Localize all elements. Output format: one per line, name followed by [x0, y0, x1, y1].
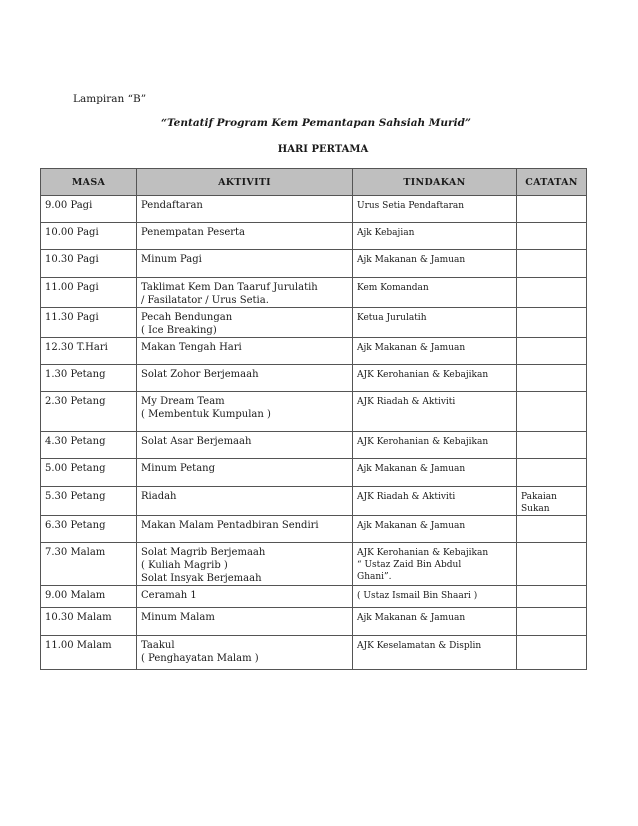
cell-tindakan: AJK Riadah & Aktiviti	[353, 392, 517, 432]
cell-catatan	[517, 196, 587, 223]
cell-catatan	[517, 365, 587, 392]
cell-aktiviti: Pecah Bendungan ( Ice Breaking)	[137, 308, 353, 338]
cell-masa: 10.30 Malam	[41, 608, 137, 636]
table-row	[41, 432, 587, 459]
appendix-label: Lampiran “B”	[73, 93, 147, 105]
cell-catatan: Pakaian Sukan	[517, 487, 587, 516]
table-row	[41, 338, 587, 365]
cell-tindakan: Urus Setia Pendaftaran	[353, 196, 517, 223]
table-row	[41, 543, 587, 586]
table-row	[41, 223, 587, 250]
table-row	[41, 516, 587, 543]
cell-masa: 5.30 Petang	[41, 487, 137, 516]
cell-masa: 2.30 Petang	[41, 392, 137, 432]
cell-catatan	[517, 223, 587, 250]
cell-catatan	[517, 459, 587, 487]
table-row	[41, 459, 587, 487]
cell-tindakan: Ajk Makanan & Jamuan	[353, 516, 517, 543]
table-row	[41, 308, 587, 338]
cell-masa: 11.00 Pagi	[41, 278, 137, 308]
day-heading-text: HARI PERTAMA	[277, 144, 369, 155]
cell-aktiviti: Riadah	[137, 487, 353, 516]
cell-catatan	[517, 308, 587, 338]
cell-tindakan: Kem Komandan	[353, 278, 517, 308]
cell-catatan	[517, 516, 587, 543]
cell-masa: 10.30 Pagi	[41, 250, 137, 278]
table-row	[41, 250, 587, 278]
cell-masa: 6.30 Petang	[41, 516, 137, 543]
cell-tindakan: AJK Kerohanian & Kebajikan “ Ustaz Zaid Bin Abdul Ghani”.	[353, 543, 517, 586]
cell-masa: 1.30 Petang	[41, 365, 137, 392]
cell-aktiviti: Taakul ( Penghayatan Malam )	[137, 636, 353, 670]
day-heading	[0, 144, 638, 155]
cell-masa: 9.00 Pagi	[41, 196, 137, 223]
header-masa: MASA	[41, 169, 137, 196]
table-row	[41, 196, 587, 223]
cell-catatan	[517, 636, 587, 670]
cell-masa: 5.00 Petang	[41, 459, 137, 487]
cell-catatan	[517, 432, 587, 459]
cell-aktiviti: Ceramah 1	[137, 586, 353, 608]
cell-aktiviti: Minum Pagi	[137, 250, 353, 278]
cell-aktiviti: Taklimat Kem Dan Taaruf Jurulatih / Fasilatator / Urus Setia.	[137, 278, 353, 308]
cell-tindakan: AJK Kerohanian & Kebajikan	[353, 432, 517, 459]
table-row	[41, 487, 587, 516]
table-header-row	[41, 169, 587, 196]
cell-masa: 7.30 Malam	[41, 543, 137, 586]
cell-catatan	[517, 250, 587, 278]
cell-aktiviti: Penempatan Peserta	[137, 223, 353, 250]
cell-catatan	[517, 543, 587, 586]
cell-tindakan: AJK Riadah & Aktiviti	[353, 487, 517, 516]
table-row	[41, 636, 587, 670]
cell-aktiviti: Minum Malam	[137, 608, 353, 636]
cell-aktiviti: Minum Petang	[137, 459, 353, 487]
cell-masa: 11.00 Malam	[41, 636, 137, 670]
cell-catatan	[517, 338, 587, 365]
cell-catatan	[517, 586, 587, 608]
header-aktiviti: AKTIVITI	[137, 169, 353, 196]
schedule-table	[40, 168, 587, 670]
table-row	[41, 392, 587, 432]
header-tindakan: TINDAKAN	[353, 169, 517, 196]
cell-masa: 10.00 Pagi	[41, 223, 137, 250]
cell-aktiviti: Solat Magrib Berjemaah ( Kuliah Magrib ) Solat Insyak Berjemaah	[137, 543, 353, 586]
document-title	[0, 117, 638, 129]
table-row	[41, 365, 587, 392]
cell-masa: 12.30 T.Hari	[41, 338, 137, 365]
cell-tindakan: Ajk Makanan & Jamuan	[353, 608, 517, 636]
cell-catatan	[517, 392, 587, 432]
table-row	[41, 278, 587, 308]
cell-catatan	[517, 608, 587, 636]
cell-aktiviti: Solat Zohor Berjemaah	[137, 365, 353, 392]
header-catatan: CATATAN	[517, 169, 587, 196]
cell-tindakan: ( Ustaz Ismail Bin Shaari )	[353, 586, 517, 608]
cell-aktiviti: My Dream Team ( Membentuk Kumpulan )	[137, 392, 353, 432]
table-row	[41, 586, 587, 608]
document-title-text: “Tentatif Program Kem Pemantapan Sahsiah Murid”	[161, 117, 471, 129]
cell-aktiviti: Pendaftaran	[137, 196, 353, 223]
cell-masa: 9.00 Malam	[41, 586, 137, 608]
cell-aktiviti: Solat Asar Berjemaah	[137, 432, 353, 459]
cell-tindakan: Ketua Jurulatih	[353, 308, 517, 338]
cell-tindakan: Ajk Makanan & Jamuan	[353, 338, 517, 365]
cell-masa: 11.30 Pagi	[41, 308, 137, 338]
cell-catatan	[517, 278, 587, 308]
cell-masa: 4.30 Petang	[41, 432, 137, 459]
cell-tindakan: Ajk Kebajian	[353, 223, 517, 250]
cell-tindakan: AJK Keselamatan & Displin	[353, 636, 517, 670]
cell-aktiviti: Makan Tengah Hari	[137, 338, 353, 365]
cell-tindakan: AJK Kerohanian & Kebajikan	[353, 365, 517, 392]
table-row	[41, 608, 587, 636]
cell-aktiviti: Makan Malam Pentadbiran Sendiri	[137, 516, 353, 543]
cell-tindakan: Ajk Makanan & Jamuan	[353, 250, 517, 278]
cell-tindakan: Ajk Makanan & Jamuan	[353, 459, 517, 487]
